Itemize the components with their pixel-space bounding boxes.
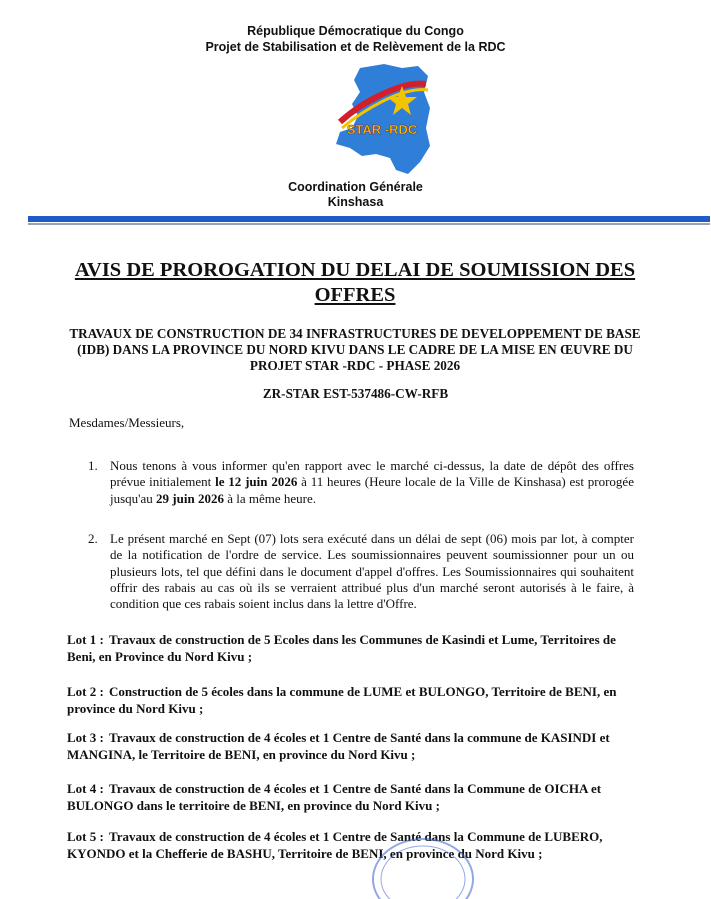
star-rdc-logo [332, 62, 432, 178]
lot-label: Lot 1 : [67, 632, 104, 647]
paragraph-number: 1. [88, 458, 98, 473]
drc-map-shape [336, 64, 430, 174]
lot-item [67, 829, 633, 862]
lot-label: Lot 3 : [67, 730, 104, 745]
lot-item [67, 730, 633, 763]
notice-reference: ZR-STAR EST-537486-CW-RFB [262, 386, 449, 401]
header-divider-shadow [28, 223, 710, 225]
lot-description: Travaux de construction de 5 Ecoles dans les Communes de Kasindi et Lume, Territoires de Beni, en Province du Nord Kivu ; [67, 632, 616, 664]
paragraph-number: 2. [88, 531, 98, 546]
lot-item [67, 684, 633, 717]
initial-date: le 12 juin 2026 [215, 474, 298, 490]
lot-description: Travaux de construction de 4 écoles et 1 Centre de Santé dans la commune de KASINDI et MANGINA, le Territoire de BENI, en province du Nord Kivu ; [67, 730, 610, 762]
lot-item [67, 632, 633, 665]
lot-label: Lot 2 : [67, 684, 104, 699]
lot-label: Lot 5 : [67, 829, 104, 844]
notice-title: AVIS DE PROROGATION DU DELAI DE SOUMISSION DES OFFRES [74, 259, 636, 306]
lot-description: Construction de 5 écoles dans la commune de LUME et BULONGO, Territoire de BENI, en province du Nord Kivu ; [67, 684, 617, 716]
coordination-office: Coordination Générale [288, 180, 423, 194]
header-country: République Démocratique du Congo [247, 24, 464, 38]
logo-text: STAR -RDC [346, 122, 418, 137]
lot-label: Lot 4 : [67, 781, 104, 796]
coordination-city: Kinshasa [327, 195, 384, 209]
paragraph-text: Nous tenons à vous informer qu'en rapport avec le marché ci-dessus, la date de dépôt des offres prévue initialement le 12 juin 2026 à 11 heures (Heure locale de la Ville de Kinshasa) est prorogée jusqu'au 29 juin 2026 à la même heure. [110, 458, 634, 506]
paragraph-text: Le présent marché en Sept (07) lots sera exécuté dans un délai de sept (06) mois par lot, à compter de la notification de l'ordre de service. Les soumissionnaires peuvent soumissionner pour un ou plusieurs lots, tel que défini dans le document d'appel d'offres. Les Soumissionnaires qui souhaitent offrir des rabais au cas où ils se verraient attribué plus d'un marché seront autorisés à le faire, à condition que ces rabais soient inclus dans la lettre d'Offre. [110, 531, 634, 612]
lot-description: Travaux de construction de 4 écoles et 1 Centre de Santé dans la Commune de LUBERO, KYONDO et la Chefferie de BASHU, Territoire de BENI, en province du Nord Kivu ; [67, 829, 603, 861]
header-project: Projet de Stabilisation et de Relèvement de la RDC [205, 40, 506, 54]
official-stamp [368, 829, 478, 899]
header-divider [28, 216, 710, 222]
lot-description: Travaux de construction de 4 écoles et 1 Centre de Santé dans la Commune de OICHA et BULONGO dans le territoire de BENI, en province du Nord Kivu ; [67, 781, 602, 813]
lot-item [67, 781, 633, 814]
notice-subtitle: TRAVAUX DE CONSTRUCTION DE 34 INFRASTRUCTURES DE DEVELOPPEMENT DE BASE (IDB) DANS LA PROVINCE DU NORD KIVU DANS LE CADRE DE LA MISE EN ŒUVRE DU PROJET STAR -RDC - PHASE 2026 [69, 326, 641, 373]
new-date: 29 juin 2026 [156, 490, 224, 506]
salutation: Mesdames/Messieurs, [69, 415, 185, 430]
